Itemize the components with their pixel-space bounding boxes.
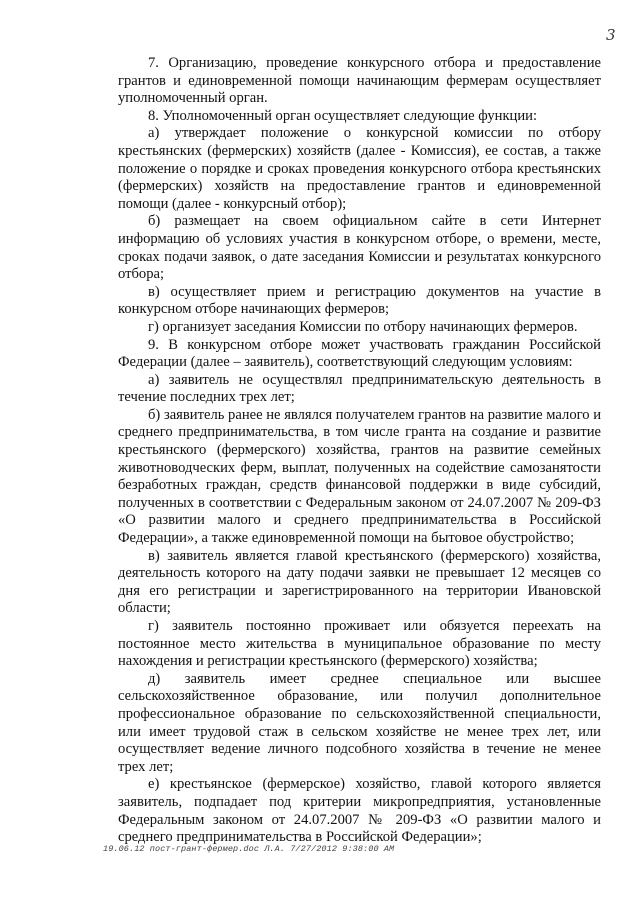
paragraph-9b: б) заявитель ранее не являлся получателем грантов на развитие малого и среднего предпринимательства, в том числе гранта на создание и развитие крестьянского (фермерского) хозяйства, грантов на развитие семейных животноводческих ферм, выплат, полученных на содействие самозанятости безработных граждан, средств финансовой поддержки в виде субсидий, полученных в соответствии с Федеральным законом от 24.07.2007 № 209-ФЗ «О развитии малого и среднего предпринимательства в Российской Федерации», а также единовременной помощи на бытовое обустройство; <box>118 406 601 547</box>
paragraph-9: 9. В конкурсном отборе может участвовать гражданин Российской Федерации (далее – заявитель), соответствующий следующим условиям: <box>118 336 601 371</box>
paragraph-8: 8. Уполномоченный орган осуществляет следующие функции: <box>148 107 538 124</box>
paragraph-8b: б) размещает на своем официальном сайте в сети Интернет информацию об условиях участия в конкурсном отборе, о времени, месте, сроках подачи заявок, о дате заседания Комиссии и результатах конкурсного отбора; <box>118 213 601 283</box>
paragraph-8v: в) осуществляет прием и регистрацию документов на участие в конкурсном отборе начинающих фермеров; <box>118 283 601 318</box>
document-body <box>118 55 601 847</box>
document-footer: 19.06.12 пост-грант-фермер.doc Л.А. 7/27/2012 9:38:00 AM <box>103 844 395 854</box>
paragraph-8g: г) организует заседания Комиссии по отбору начинающих фермеров. <box>148 318 578 335</box>
paragraph-9a: а) заявитель не осуществлял предпринимательскую деятельность в течение последних трех лет; <box>118 371 601 406</box>
page-number: 3 <box>606 26 616 44</box>
paragraph-8a: а) утверждает положение о конкурсной комиссии по отбору крестьянских (фермерских) хозяйств (далее - Комиссия), ее состав, а также положение о порядке и сроках проведения конкурсного отбора крестьянских (фермерских) хозяйств на предоставление грантов и единовременной помощи (далее - конкурсный отбор); <box>118 125 601 212</box>
paragraph-9g: г) заявитель постоянно проживает или обязуется переехать на постоянное место жительства в муниципальное образование по месту нахождения и регистрации крестьянского (фермерского) хозяйства; <box>118 618 601 670</box>
paragraph-9e: е) крестьянское (фермерское) хозяйство, главой которого является заявитель, подпадает под критерии микропредприятия, установленные Федеральным законом от 24.07.2007 № 209-ФЗ «О развитии малого и среднего предпринимательства в Российской Федерации»; <box>118 776 601 846</box>
paragraph-9v: в) заявитель является главой крестьянского (фермерского) хозяйства, деятельность которого на дату подачи заявки не превышает 12 месяцев со дня его регистрации и зарегистрированного на территории Ивановской области; <box>118 547 601 617</box>
paragraph-9d: д) заявитель имеет среднее специальное или высшее сельскохозяйственное образование, или получил дополнительное профессиональное образование по сельскохозяйственной специальности, или имеет трудовой стаж в сельском хозяйстве не менее трех лет, или осуществляет ведение личного подсобного хозяйства в течение не менее трех лет; <box>118 670 601 775</box>
paragraph-7: 7. Организацию, проведение конкурсного отбора и предоставление грантов и единовременной помощи начинающим фермерам осуществляет уполномоченный орган. <box>118 55 601 107</box>
